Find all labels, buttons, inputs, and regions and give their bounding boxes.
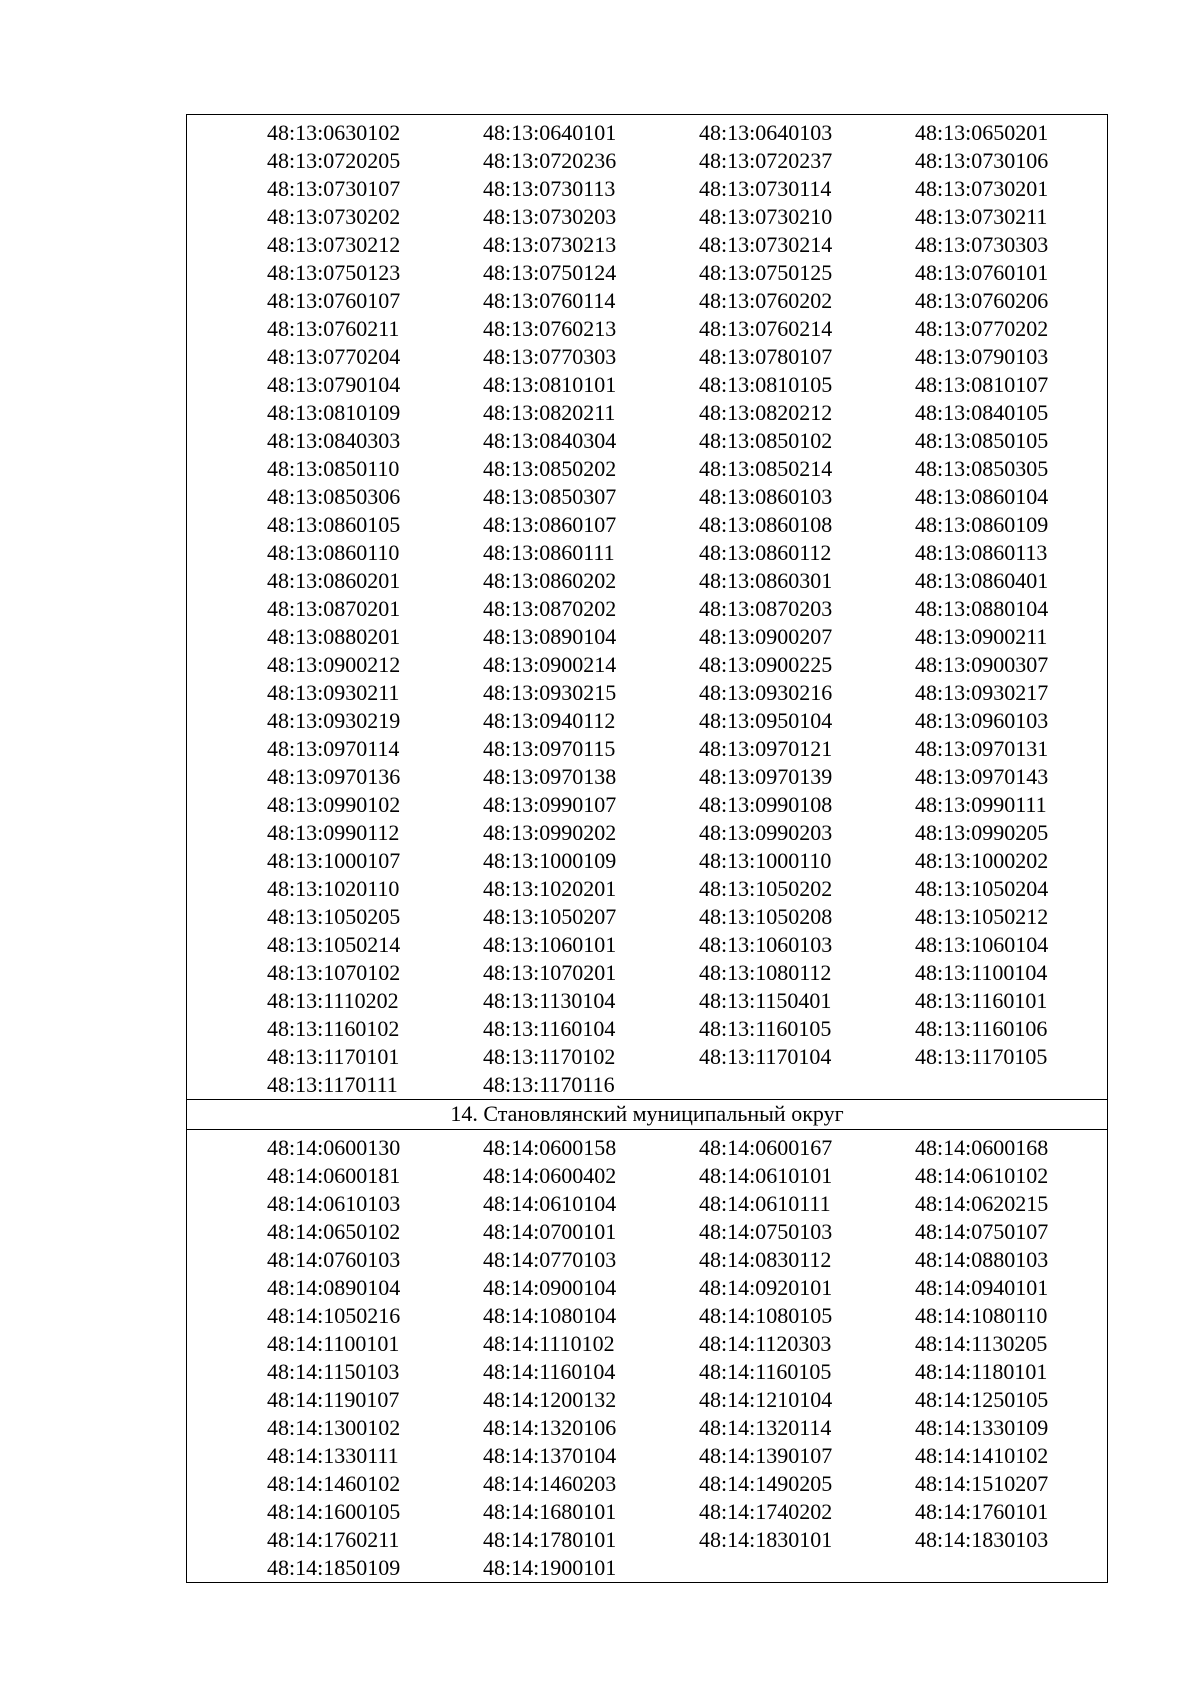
cadastral-code: 48:13:1050207	[483, 904, 617, 929]
cadastral-code: 48:13:0990203	[699, 820, 833, 845]
cadastral-code: 48:13:0730203	[483, 204, 617, 229]
row-indent	[187, 203, 267, 231]
cadastral-code: 48:13:1160102	[267, 1016, 400, 1041]
row-indent	[187, 427, 267, 455]
cadastral-code: 48:13:0730213	[483, 232, 617, 257]
cadastral-code: 48:14:0940101	[915, 1275, 1049, 1300]
cadastral-code: 48:14:1600105	[267, 1499, 401, 1524]
cadastral-code: 48:14:1050216	[267, 1303, 401, 1328]
row-indent	[187, 1134, 267, 1162]
cadastral-code: 48:14:1740202	[699, 1499, 833, 1524]
cadastral-code: 48:13:0730106	[915, 148, 1049, 173]
cadastral-code: 48:13:1000107	[267, 848, 401, 873]
cadastral-code: 48:14:1300102	[267, 1415, 401, 1440]
cadastral-code: 48:14:0610101	[699, 1163, 833, 1188]
cadastral-code: 48:13:1160104	[483, 1016, 616, 1041]
cadastral-code: 48:14:0650102	[267, 1219, 401, 1244]
row-indent	[187, 539, 267, 567]
row-indent	[187, 1015, 267, 1043]
row-indent	[187, 763, 267, 791]
row-indent	[187, 399, 267, 427]
cadastral-code: 48:13:0650201	[915, 120, 1049, 145]
cadastral-code: 48:13:0860110	[267, 540, 400, 565]
cadastral-code: 48:13:0860301	[699, 568, 833, 593]
cadastral-code: 48:14:1080104	[483, 1303, 617, 1328]
cadastral-code: 48:13:1080112	[699, 960, 832, 985]
cadastral-code: 48:13:0870203	[699, 596, 833, 621]
cadastral-code: 48:13:0810107	[915, 372, 1049, 397]
row-indent	[187, 1246, 267, 1274]
row-indent	[187, 1386, 267, 1414]
cadastral-code: 48:13:0930215	[483, 680, 617, 705]
row-indent	[187, 175, 267, 203]
cadastral-code: 48:13:1170116	[483, 1072, 615, 1097]
cadastral-code: 48:13:0970114	[267, 736, 400, 761]
cadastral-code: 48:13:0750125	[699, 260, 833, 285]
row-indent	[187, 1162, 267, 1190]
cadastral-code: 48:14:1760211	[267, 1527, 400, 1552]
cadastral-code: 48:13:1000202	[915, 848, 1049, 873]
cadastral-code: 48:13:0730212	[267, 232, 401, 257]
cadastral-code: 48:13:0990107	[483, 792, 617, 817]
row-indent	[187, 1071, 267, 1099]
cadastral-code: 48:13:0820212	[699, 400, 833, 425]
row-indent	[187, 119, 267, 147]
cadastral-code: 48:13:0870202	[483, 596, 617, 621]
row-indent	[187, 1358, 267, 1386]
cadastral-code: 48:13:0790103	[915, 344, 1049, 369]
cadastral-code: 48:13:0860104	[915, 484, 1049, 509]
cadastral-code: 48:13:0860113	[915, 540, 1048, 565]
cadastral-code: 48:13:1000109	[483, 848, 617, 873]
cadastral-code: 48:13:0990102	[267, 792, 401, 817]
cadastral-code: 48:14:0600181	[267, 1163, 401, 1188]
cadastral-code: 48:14:1320106	[483, 1415, 617, 1440]
cadastral-code: 48:14:1190107	[267, 1387, 400, 1412]
cadastral-code: 48:13:0990205	[915, 820, 1049, 845]
cadastral-code: 48:13:0880104	[915, 596, 1049, 621]
row-indent	[187, 371, 267, 399]
cadastral-code: 48:13:1160105	[699, 1016, 832, 1041]
row-indent	[187, 847, 267, 875]
cadastral-code: 48:13:0850202	[483, 456, 617, 481]
codes-section	[186, 114, 1108, 1100]
cadastral-code: 48:13:0860111	[483, 540, 615, 565]
cadastral-code: 48:13:0900212	[267, 652, 401, 677]
cadastral-code: 48:13:0850105	[915, 428, 1049, 453]
cadastral-code: 48:13:0850110	[267, 456, 400, 481]
cadastral-code: 48:14:1150103	[267, 1359, 400, 1384]
row-indent	[187, 875, 267, 903]
cadastral-code: 48:13:1170101	[267, 1044, 400, 1069]
cadastral-code: 48:14:1460102	[267, 1471, 401, 1496]
cadastral-code: 48:14:1320114	[699, 1415, 832, 1440]
cadastral-code: 48:13:1050214	[267, 932, 401, 957]
cadastral-code: 48:13:0970138	[483, 764, 617, 789]
cadastral-code: 48:13:0730114	[699, 176, 832, 201]
cadastral-code: 48:13:0780107	[699, 344, 833, 369]
cadastral-code: 48:13:0950104	[699, 708, 833, 733]
cadastral-code: 48:13:1020201	[483, 876, 617, 901]
cadastral-code: 48:13:1020110	[267, 876, 400, 901]
cadastral-code: 48:13:0930216	[699, 680, 833, 705]
cadastral-code: 48:13:0760213	[483, 316, 617, 341]
cadastral-code: 48:13:0870201	[267, 596, 401, 621]
cadastral-code: 48:14:1160105	[699, 1359, 832, 1384]
cadastral-code: 48:14:0600167	[699, 1135, 833, 1160]
codes-section	[186, 1130, 1108, 1583]
cadastral-code: 48:13:0880201	[267, 624, 401, 649]
cadastral-code: 48:14:0920101	[699, 1275, 833, 1300]
cadastral-code: 48:13:1160101	[915, 988, 1048, 1013]
cadastral-code: 48:13:0860202	[483, 568, 617, 593]
cadastral-code: 48:13:0990111	[915, 792, 1047, 817]
cadastral-code: 48:13:1070201	[483, 960, 617, 985]
cadastral-code: 48:14:0600130	[267, 1135, 401, 1160]
cadastral-code: 48:14:0770103	[483, 1247, 617, 1272]
cadastral-code: 48:13:0990108	[699, 792, 833, 817]
cadastral-code: 48:14:1120303	[699, 1331, 832, 1356]
cadastral-code: 48:13:0730210	[699, 204, 833, 229]
cadastral-code: 48:13:0760202	[699, 288, 833, 313]
cadastral-code: 48:13:0770303	[483, 344, 617, 369]
row-indent	[187, 1414, 267, 1442]
cadastral-code: 48:13:0990202	[483, 820, 617, 845]
cadastral-code: 48:13:1000110	[699, 848, 832, 873]
cadastral-code: 48:13:0730214	[699, 232, 833, 257]
cadastral-code: 48:14:0750103	[699, 1219, 833, 1244]
cadastral-code: 48:13:0810105	[699, 372, 833, 397]
cadastral-code: 48:14:1410102	[915, 1443, 1049, 1468]
cadastral-code: 48:13:0900207	[699, 624, 833, 649]
row-indent	[187, 1190, 267, 1218]
row-indent	[187, 707, 267, 735]
codes-grid	[187, 1134, 1107, 1582]
cadastral-code: 48:13:0900211	[915, 624, 1048, 649]
cadastral-code: 48:13:0840303	[267, 428, 401, 453]
cadastral-code: 48:14:0610103	[267, 1191, 401, 1216]
row-indent	[187, 511, 267, 539]
cadastral-code: 48:13:0810109	[267, 400, 401, 425]
cadastral-code: 48:13:0760101	[915, 260, 1049, 285]
cadastral-code: 48:13:0720237	[699, 148, 833, 173]
row-indent	[187, 567, 267, 595]
cadastral-code: 48:13:0970131	[915, 736, 1049, 761]
cadastral-code: 48:13:0840105	[915, 400, 1049, 425]
cadastral-code: 48:14:1830103	[915, 1527, 1049, 1552]
cadastral-code: 48:14:0610102	[915, 1163, 1049, 1188]
row-indent	[187, 1043, 267, 1071]
cadastral-code: 48:13:1050212	[915, 904, 1049, 929]
cadastral-code: 48:14:1830101	[699, 1527, 833, 1552]
cadastral-code: 48:13:1060103	[699, 932, 833, 957]
row-indent	[187, 1274, 267, 1302]
cadastral-code: 48:14:1330109	[915, 1415, 1049, 1440]
cadastral-code: 48:14:1490205	[699, 1471, 833, 1496]
cadastral-code: 48:13:0730303	[915, 232, 1049, 257]
cadastral-code: 48:13:0900225	[699, 652, 833, 677]
section-header: 14. Становлянский муниципальный округ	[186, 1100, 1108, 1130]
row-indent	[187, 623, 267, 651]
cadastral-code: 48:14:0620215	[915, 1191, 1049, 1216]
cadastral-code: 48:14:1760101	[915, 1499, 1049, 1524]
cadastral-code: 48:13:0750124	[483, 260, 617, 285]
cadastral-code: 48:13:1100104	[915, 960, 1048, 985]
cadastral-code: 48:13:1170105	[915, 1044, 1048, 1069]
cadastral-code: 48:13:0850306	[267, 484, 401, 509]
cadastral-code: 48:14:1130205	[915, 1331, 1048, 1356]
cadastral-code: 48:13:1060104	[915, 932, 1049, 957]
cadastral-code: 48:13:0890104	[483, 624, 617, 649]
cadastral-code: 48:13:1050202	[699, 876, 833, 901]
row-indent	[187, 455, 267, 483]
cadastral-code: 48:14:1780101	[483, 1527, 617, 1552]
cadastral-code: 48:13:1160106	[915, 1016, 1048, 1041]
cadastral-code: 48:14:0600402	[483, 1163, 617, 1188]
row-indent	[187, 259, 267, 287]
row-indent	[187, 735, 267, 763]
row-indent	[187, 147, 267, 175]
cadastral-code: 48:13:0730201	[915, 176, 1049, 201]
cadastral-code: 48:13:0970115	[483, 736, 616, 761]
row-indent	[187, 595, 267, 623]
cadastral-code: 48:14:1080105	[699, 1303, 833, 1328]
cadastral-table	[186, 114, 1108, 1583]
cadastral-code: 48:13:0860201	[267, 568, 401, 593]
cadastral-code: 48:14:1850109	[267, 1555, 401, 1580]
cadastral-code: 48:13:0730113	[483, 176, 616, 201]
cadastral-code: 48:13:0970139	[699, 764, 833, 789]
cadastral-code: 48:13:1170102	[483, 1044, 616, 1069]
row-indent	[187, 1498, 267, 1526]
cadastral-code: 48:14:0700101	[483, 1219, 617, 1244]
cadastral-code: 48:13:0860107	[483, 512, 617, 537]
cadastral-code: 48:13:0900214	[483, 652, 617, 677]
cadastral-code: 48:13:0730211	[915, 204, 1048, 229]
row-indent	[187, 1218, 267, 1246]
cadastral-code: 48:13:0970121	[699, 736, 833, 761]
row-indent	[187, 791, 267, 819]
cadastral-code: 48:13:0860112	[699, 540, 832, 565]
cadastral-code: 48:13:0760107	[267, 288, 401, 313]
cadastral-code: 48:13:0970136	[267, 764, 401, 789]
cadastral-code: 48:13:0840304	[483, 428, 617, 453]
cadastral-code: 48:14:0830112	[699, 1247, 832, 1272]
cadastral-code: 48:13:0640101	[483, 120, 617, 145]
cadastral-code: 48:13:0820211	[483, 400, 616, 425]
cadastral-code: 48:13:1110202	[267, 988, 399, 1013]
cadastral-code: 48:13:1050208	[699, 904, 833, 929]
cadastral-code: 48:13:0770202	[915, 316, 1049, 341]
cadastral-code: 48:13:0860401	[915, 568, 1049, 593]
cadastral-code: 48:13:0900307	[915, 652, 1049, 677]
cadastral-code: 48:13:0960103	[915, 708, 1049, 733]
cadastral-code: 48:13:1050204	[915, 876, 1049, 901]
cadastral-code: 48:13:1170111	[267, 1072, 398, 1097]
row-indent	[187, 903, 267, 931]
cadastral-code: 48:13:0860109	[915, 512, 1049, 537]
cadastral-code: 48:14:1100101	[267, 1331, 400, 1356]
cadastral-code: 48:13:0850214	[699, 456, 833, 481]
cadastral-code: 48:14:1460203	[483, 1471, 617, 1496]
cadastral-code: 48:14:0610104	[483, 1191, 617, 1216]
cadastral-code: 48:13:1070102	[267, 960, 401, 985]
row-indent	[187, 931, 267, 959]
cadastral-code: 48:14:1080110	[915, 1303, 1048, 1328]
row-indent	[187, 1470, 267, 1498]
cadastral-code: 48:13:0730202	[267, 204, 401, 229]
cadastral-code: 48:13:0860103	[699, 484, 833, 509]
cadastral-code: 48:14:1900101	[483, 1555, 617, 1580]
row-indent	[187, 483, 267, 511]
row-indent	[187, 679, 267, 707]
row-indent	[187, 1302, 267, 1330]
cadastral-code: 48:13:1060101	[483, 932, 617, 957]
cadastral-code: 48:13:1050205	[267, 904, 401, 929]
cadastral-code: 48:14:0760103	[267, 1247, 401, 1272]
cadastral-code: 48:13:0770204	[267, 344, 401, 369]
cadastral-code: 48:13:0720205	[267, 148, 401, 173]
cadastral-code: 48:13:0790104	[267, 372, 401, 397]
cadastral-code: 48:14:1510207	[915, 1471, 1049, 1496]
cadastral-code: 48:13:0850305	[915, 456, 1049, 481]
row-indent	[187, 987, 267, 1015]
cadastral-code: 48:13:0930211	[267, 680, 400, 705]
cadastral-code: 48:13:0940112	[483, 708, 616, 733]
cadastral-code: 48:13:0930219	[267, 708, 401, 733]
cadastral-code: 48:14:1200132	[483, 1387, 617, 1412]
cadastral-code: 48:14:1390107	[699, 1443, 833, 1468]
cadastral-code: 48:13:0720236	[483, 148, 617, 173]
row-indent	[187, 1526, 267, 1554]
cadastral-code: 48:13:0760206	[915, 288, 1049, 313]
cadastral-code: 48:13:0930217	[915, 680, 1049, 705]
cadastral-code: 48:14:1210104	[699, 1387, 833, 1412]
row-indent	[187, 1554, 267, 1582]
cadastral-code: 48:13:0860108	[699, 512, 833, 537]
cadastral-code: 48:13:1170104	[699, 1044, 832, 1069]
row-indent	[187, 651, 267, 679]
cadastral-code: 48:14:1370104	[483, 1443, 617, 1468]
row-indent	[187, 343, 267, 371]
cadastral-code: 48:14:0900104	[483, 1275, 617, 1300]
cadastral-code: 48:14:0750107	[915, 1219, 1049, 1244]
cadastral-code: 48:14:0880103	[915, 1247, 1049, 1272]
cadastral-code: 48:13:0860105	[267, 512, 401, 537]
cadastral-code: 48:14:1250105	[915, 1387, 1049, 1412]
cadastral-code: 48:13:0990112	[267, 820, 400, 845]
cadastral-code: 48:13:0850307	[483, 484, 617, 509]
cadastral-code: 48:13:0630102	[267, 120, 401, 145]
cadastral-code: 48:13:1130104	[483, 988, 616, 1013]
row-indent	[187, 1330, 267, 1358]
cadastral-code: 48:14:0610111	[699, 1191, 831, 1216]
cadastral-code: 48:14:0890104	[267, 1275, 401, 1300]
row-indent	[187, 287, 267, 315]
cadastral-code: 48:13:0810101	[483, 372, 617, 397]
cadastral-code: 48:14:1680101	[483, 1499, 617, 1524]
row-indent	[187, 315, 267, 343]
cadastral-code: 48:13:0850102	[699, 428, 833, 453]
cadastral-code: 48:14:0600158	[483, 1135, 617, 1160]
cadastral-code: 48:13:0750123	[267, 260, 401, 285]
cadastral-code: 48:13:1150401	[699, 988, 832, 1013]
cadastral-code: 48:13:0760114	[483, 288, 616, 313]
cadastral-code: 48:14:1180101	[915, 1359, 1048, 1384]
cadastral-code: 48:13:0760214	[699, 316, 833, 341]
codes-grid	[187, 119, 1107, 1099]
row-indent	[187, 959, 267, 987]
cadastral-code: 48:14:1110102	[483, 1331, 615, 1356]
cadastral-code: 48:14:0600168	[915, 1135, 1049, 1160]
row-indent	[187, 231, 267, 259]
row-indent	[187, 819, 267, 847]
cadastral-code: 48:13:0730107	[267, 176, 401, 201]
cadastral-code: 48:13:0970143	[915, 764, 1049, 789]
row-indent	[187, 1442, 267, 1470]
cadastral-code: 48:13:0640103	[699, 120, 833, 145]
cadastral-code: 48:14:1330111	[267, 1443, 399, 1468]
cadastral-code: 48:14:1160104	[483, 1359, 616, 1384]
cadastral-code: 48:13:0760211	[267, 316, 400, 341]
